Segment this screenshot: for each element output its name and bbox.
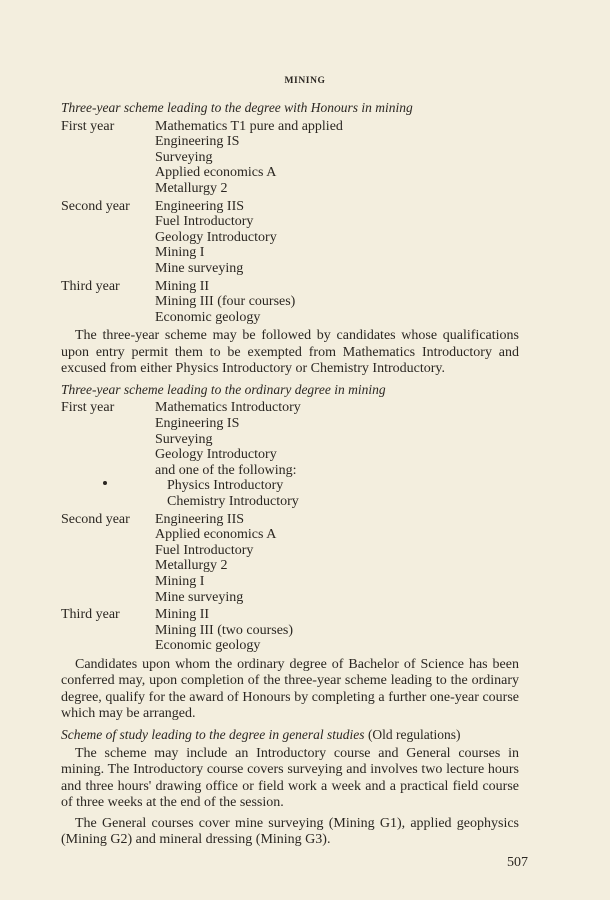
- general-paragraph-2: The General courses cover mine surveying (Mining G1), applied geophysics (Mining G2) and mineral dressing (Mining G3).: [61, 815, 519, 847]
- course-item: Mining II: [155, 278, 210, 294]
- course-item: Mine surveying: [155, 589, 244, 605]
- year-label: First year: [61, 118, 115, 134]
- course-item: Geology Introductory: [155, 447, 277, 463]
- ordinary-first-year: [61, 400, 519, 509]
- running-head: MINING: [284, 76, 326, 86]
- course-item: Engineering IS: [155, 134, 240, 150]
- course-list: [155, 400, 519, 509]
- year-label: First year: [61, 400, 115, 416]
- honours-third-year: [61, 279, 519, 326]
- year-label: Second year: [61, 198, 130, 214]
- course-item: Mining III (four courses): [155, 294, 296, 310]
- course-list: [155, 607, 519, 654]
- honours-first-year: [61, 119, 519, 197]
- general-heading-suffix: (Old regulations): [364, 726, 461, 742]
- course-item: Mathematics T1 pure and applied: [155, 118, 343, 134]
- option-item: Physics Introductory: [167, 478, 284, 494]
- honours-note: The three-year scheme may be followed by candidates whose qualifications upon entry permit them to be exempted from Mathematics Introductory and excused from either Physics Introductory or Chemistry Introductory.: [61, 328, 519, 377]
- course-item: Economic geology: [155, 638, 261, 654]
- option-item: Chemistry Introductory: [167, 493, 299, 509]
- course-item: Geology Introductory: [155, 229, 277, 245]
- course-item: Economic geology: [155, 309, 261, 325]
- honours-heading: Three-year scheme leading to the degree with Honours in mining: [61, 100, 413, 115]
- course-list: [155, 512, 519, 606]
- course-item: Mining III (two courses): [155, 622, 294, 638]
- ordinary-third-year: [61, 607, 519, 654]
- ordinary-note: Candidates upon whom the ordinary degree of Bachelor of Science has been conferred may, upon completion of the three-year scheme leading to the ordinary degree, qualify for the award of Honours by completing a further one-year course which may be arranged.: [61, 656, 519, 722]
- page-number: 507: [507, 855, 528, 870]
- ordinary-second-year: [61, 512, 519, 606]
- general-heading: [61, 727, 519, 743]
- honours-second-year: [61, 199, 519, 277]
- course-item: Applied economics A: [155, 165, 277, 181]
- course-item: Engineering IIS: [155, 511, 245, 527]
- course-item: Fuel Introductory: [155, 214, 254, 230]
- course-item: Engineering IS: [155, 416, 240, 431]
- course-item: Mine surveying: [155, 260, 244, 276]
- year-label: Second year: [61, 511, 130, 527]
- course-item: Surveying: [155, 149, 213, 165]
- course-item: Mining II: [155, 607, 210, 623]
- general-heading-title: Scheme of study leading to the degree in general studies: [61, 726, 365, 742]
- ordinary-heading: Three-year scheme leading to the ordinary degree in mining: [61, 381, 386, 397]
- course-item: Mining I: [155, 245, 205, 261]
- year-label: Third year: [61, 607, 120, 623]
- course-item: Metallurgy 2: [155, 180, 228, 196]
- course-item: Mathematics Introductory: [155, 400, 301, 416]
- course-list: [155, 279, 519, 326]
- general-paragraph-1: The scheme may include an Introductory course and General courses in mining. The Introductory course covers surveying and involves two lecture hours and three hours' drawing office or field work a week and a practical field course of three weeks at the end of the session.: [61, 745, 519, 810]
- course-list: [155, 119, 519, 197]
- course-item: and one of the following:: [155, 462, 297, 478]
- year-label: Third year: [61, 278, 120, 294]
- course-item: Fuel Introductory: [155, 542, 254, 558]
- course-list: [155, 199, 519, 277]
- course-item: Metallurgy 2: [155, 558, 228, 574]
- page-content: [61, 100, 519, 853]
- course-item: Engineering IIS: [155, 198, 245, 214]
- course-item: Surveying: [155, 431, 213, 447]
- course-item: Mining I: [155, 573, 205, 589]
- margin-mark: [103, 481, 107, 485]
- course-item: Applied economics A: [155, 527, 277, 543]
